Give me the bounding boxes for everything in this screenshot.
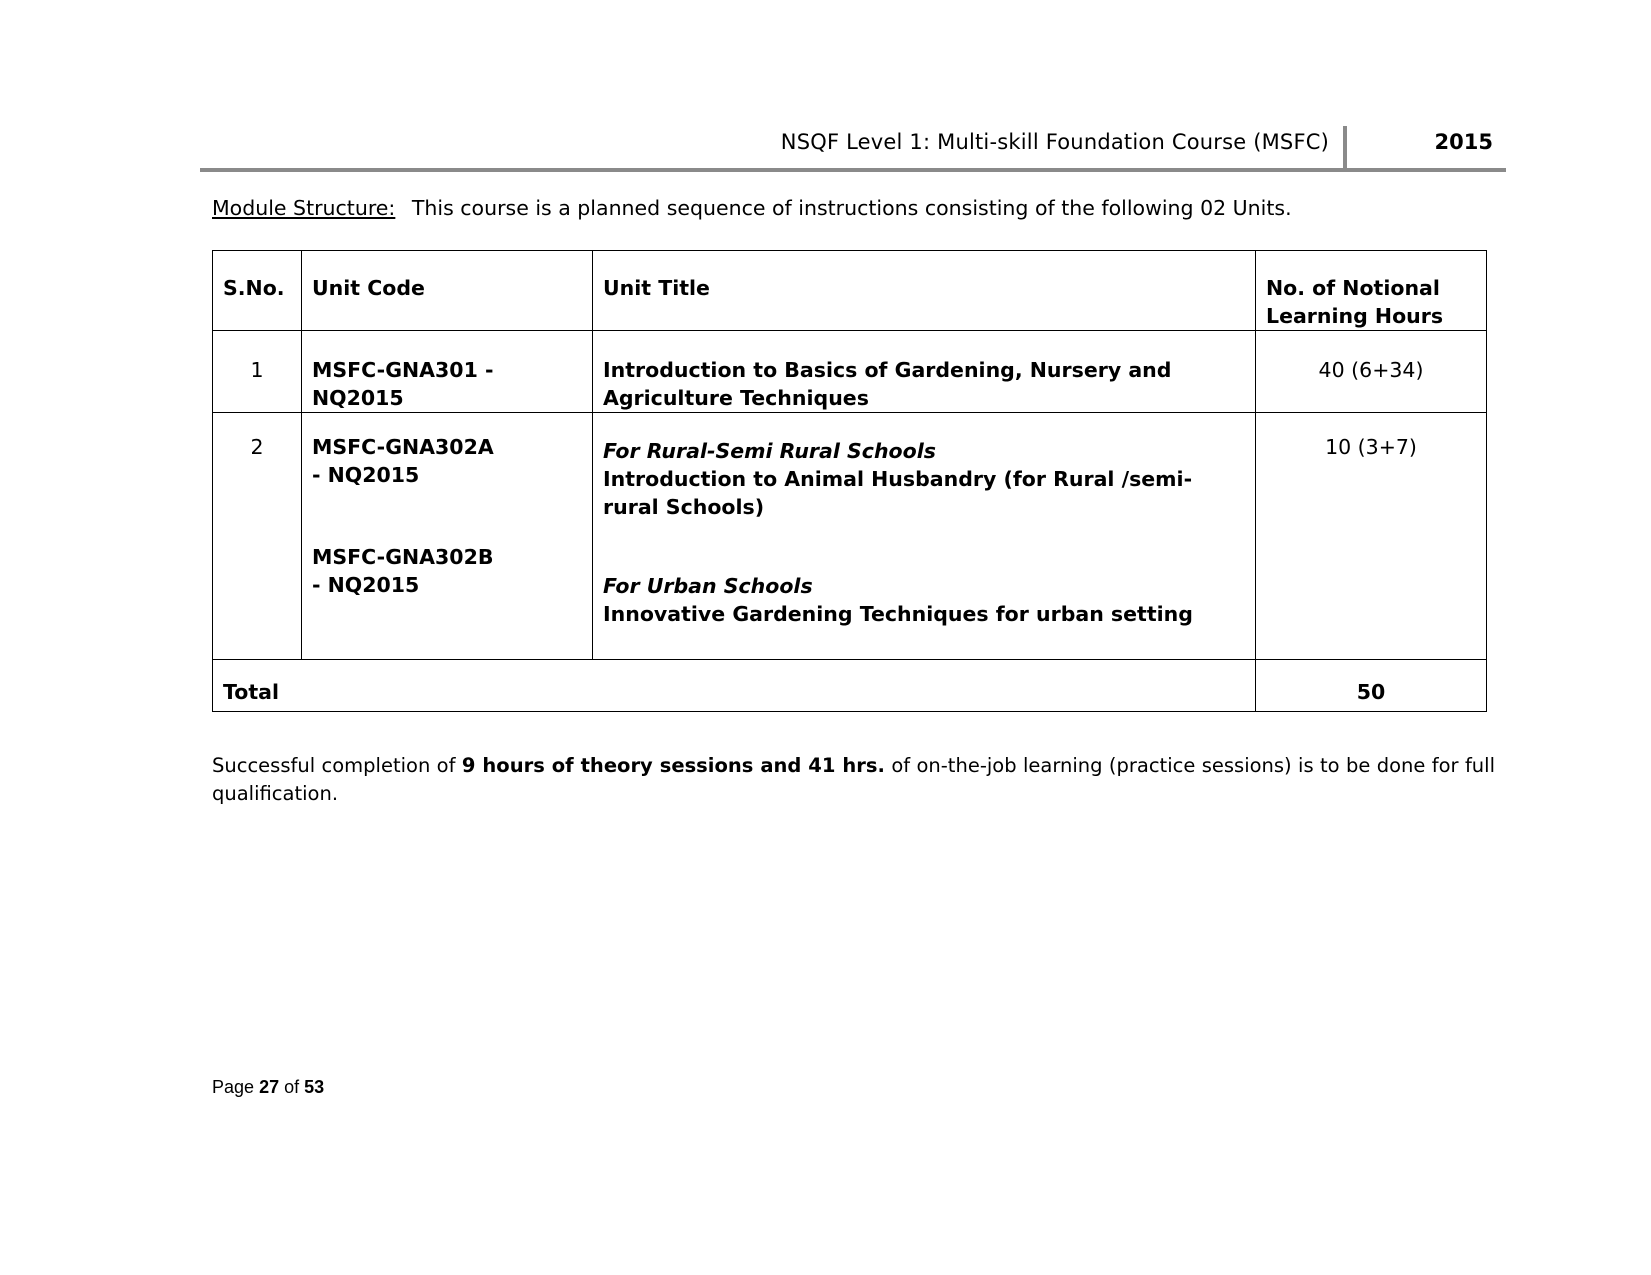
header-hours-line2: Learning Hours	[1266, 304, 1444, 328]
units-table	[212, 250, 1487, 712]
page-word: Page	[212, 1077, 255, 1097]
header-sno: S.No.	[213, 251, 302, 331]
table-row	[213, 331, 1487, 413]
row1-sno: 1	[213, 331, 302, 413]
page-number	[212, 1077, 324, 1098]
row2-sno: 2	[213, 413, 302, 660]
completion-post: of on-the-job learning (practice sessions) is to be done for full qualification.	[212, 754, 1496, 805]
row2-subhead-rural: For Rural-Semi Rural Schools	[603, 439, 936, 463]
row1-hours: 40 (6+34)	[1256, 331, 1487, 413]
header-year: 2015	[1434, 130, 1493, 154]
total-value: 50	[1256, 660, 1487, 712]
table-row	[213, 413, 1487, 660]
row2-hours: 10 (3+7)	[1256, 413, 1487, 660]
completion-pre: Successful completion of	[212, 754, 456, 777]
page-total: 53	[304, 1077, 325, 1097]
header-unit-title: Unit Title	[593, 251, 1256, 331]
row1-unit-code: MSFC-GNA301 - NQ2015	[302, 331, 593, 413]
row2-subhead-urban: For Urban Schools	[603, 574, 813, 598]
page-current: 27	[259, 1077, 280, 1097]
header-hours-line1: No. of Notional	[1266, 276, 1440, 300]
row2-title-urban: Innovative Gardening Techniques for urban setting	[603, 602, 1193, 626]
page-header	[200, 126, 1506, 172]
module-structure-intro	[212, 196, 1292, 220]
table-header-row	[213, 251, 1487, 331]
row2-unit-codes	[302, 413, 593, 660]
module-structure-text: This course is a planned sequence of instructions consisting of the following 02 Units.	[411, 196, 1292, 220]
table-total-row	[213, 660, 1487, 712]
header-title: NSQF Level 1: Multi-skill Foundation Course (MSFC)	[780, 130, 1329, 154]
total-label: Total	[213, 660, 1256, 712]
page-of-word: of	[284, 1077, 300, 1097]
completion-note	[212, 752, 1495, 808]
completion-bold: 9 hours of theory sessions and 41 hrs.	[461, 754, 885, 777]
row1-unit-title: Introduction to Basics of Gardening, Nursery and Agriculture Techniques	[593, 331, 1256, 413]
header-unit-code: Unit Code	[302, 251, 593, 331]
row2-unit-titles	[593, 413, 1256, 660]
row2-title-rural: Introduction to Animal Husbandry (for Rural /semi-rural Schools)	[603, 467, 1193, 519]
header-learning-hours	[1256, 251, 1487, 331]
header-divider	[1343, 126, 1347, 168]
row2-code-a: MSFC-GNA302A - NQ2015	[312, 435, 494, 487]
row2-code-b: MSFC-GNA302B - NQ2015	[312, 545, 494, 597]
module-structure-label: Module Structure:	[212, 196, 396, 220]
